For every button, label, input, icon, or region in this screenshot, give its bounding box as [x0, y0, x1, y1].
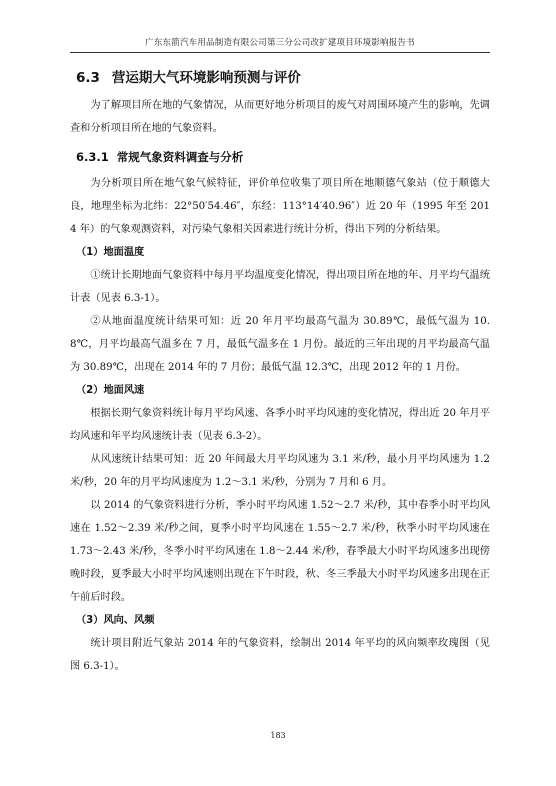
paragraph: 统计项目附近气象站 2014 年的气象资料，绘制出 2014 年平均的风向频率玫瑰图（见图 6.3-1）。	[70, 638, 490, 672]
item-heading-temperature: （1）地面温度	[76, 247, 145, 258]
running-header: 广东东箭汽车用品制造有限公司第三分公司改扩建项目环境影响报告书	[145, 38, 415, 48]
subsection-intro-paragraph: 为分析项目所在地气象气候特征，评价单位收集了项目所在地顺德气象站（位于顺德大良，地理坐标为北纬：22°50′54.46″，东经：113°14′40.96″）近 20 年（1995 年至 2014 年）的气象观测资料，对污染气象相关因素进行统计分析，得出下列的分析结果。	[70, 178, 490, 235]
page-number: 183	[270, 731, 286, 740]
page-content	[70, 62, 490, 678]
paragraph: 从风速统计结果可知：近 20 年间最大月平均风速为 3.1 米/秒，最小月平均风速为 1.2 米/秒，20 年的月平均风速度为 1.2～3.1 米/秒，分别为 7 月和 6 月。	[70, 454, 490, 488]
section-number: 6.3	[76, 70, 100, 86]
item-heading-wind-speed: （2）地面风速	[76, 385, 145, 396]
subsection-number: 6.3.1	[76, 150, 109, 164]
item-heading-wind-direction: （3）风向、风频	[76, 615, 155, 626]
section-title: 营运期大气环境影响预测与评价	[111, 70, 301, 86]
section-intro-paragraph: 为了解项目所在地的气象情况，从而更好地分析项目的废气对周围环境产生的影响，先调查和分析项目所在地的气象资料。	[70, 100, 490, 134]
paragraph: 根据长期气象资料统计每月平均风速、各季小时平均风速的变化情况，得出近 20 年月平均风速和年平均风速统计表（见表 6.3-2）。	[70, 408, 490, 442]
paragraph: ②从地面温度统计结果可知：近 20 年月平均最高气温为 30.89℃，最低气温为 10.8℃，月平均最高气温多在 7 月，最低气温多在 1 月份。最近的三年出现的月平均最高气温为 30.89℃，出现在 2014 年的 7 月份；最低气温 12.3℃，出现 2012 年的 1 月份。	[70, 316, 490, 373]
subsection-title: 常规气象资料调查与分析	[116, 150, 244, 164]
paragraph: 以 2014 的气象资料进行分析，季小时平均风速 1.52～2.7 米/秒，其中春季小时平均风速在 1.52～2.39 米/秒之间，夏季小时平均风速在 1.55～2.7 米/秒，秋季小时平均风速在 1.73～2.43 米/秒，冬季小时平均风速在 1.8～2.44 米/秒，春季最大小时平均风速多出现傍晚时段，夏季最大小时平均风速则出现在下午时段，秋、冬三季最大小时平均风速多出现在正午前后时段。	[70, 500, 490, 603]
header-rule	[70, 52, 490, 53]
subsection-heading	[76, 148, 490, 166]
section-heading	[76, 68, 490, 88]
paragraph: ①统计长期地面气象资料中每月平均温度变化情况，得出项目所在地的年、月平均气温统计表（见表 6.3-1）。	[70, 270, 490, 304]
